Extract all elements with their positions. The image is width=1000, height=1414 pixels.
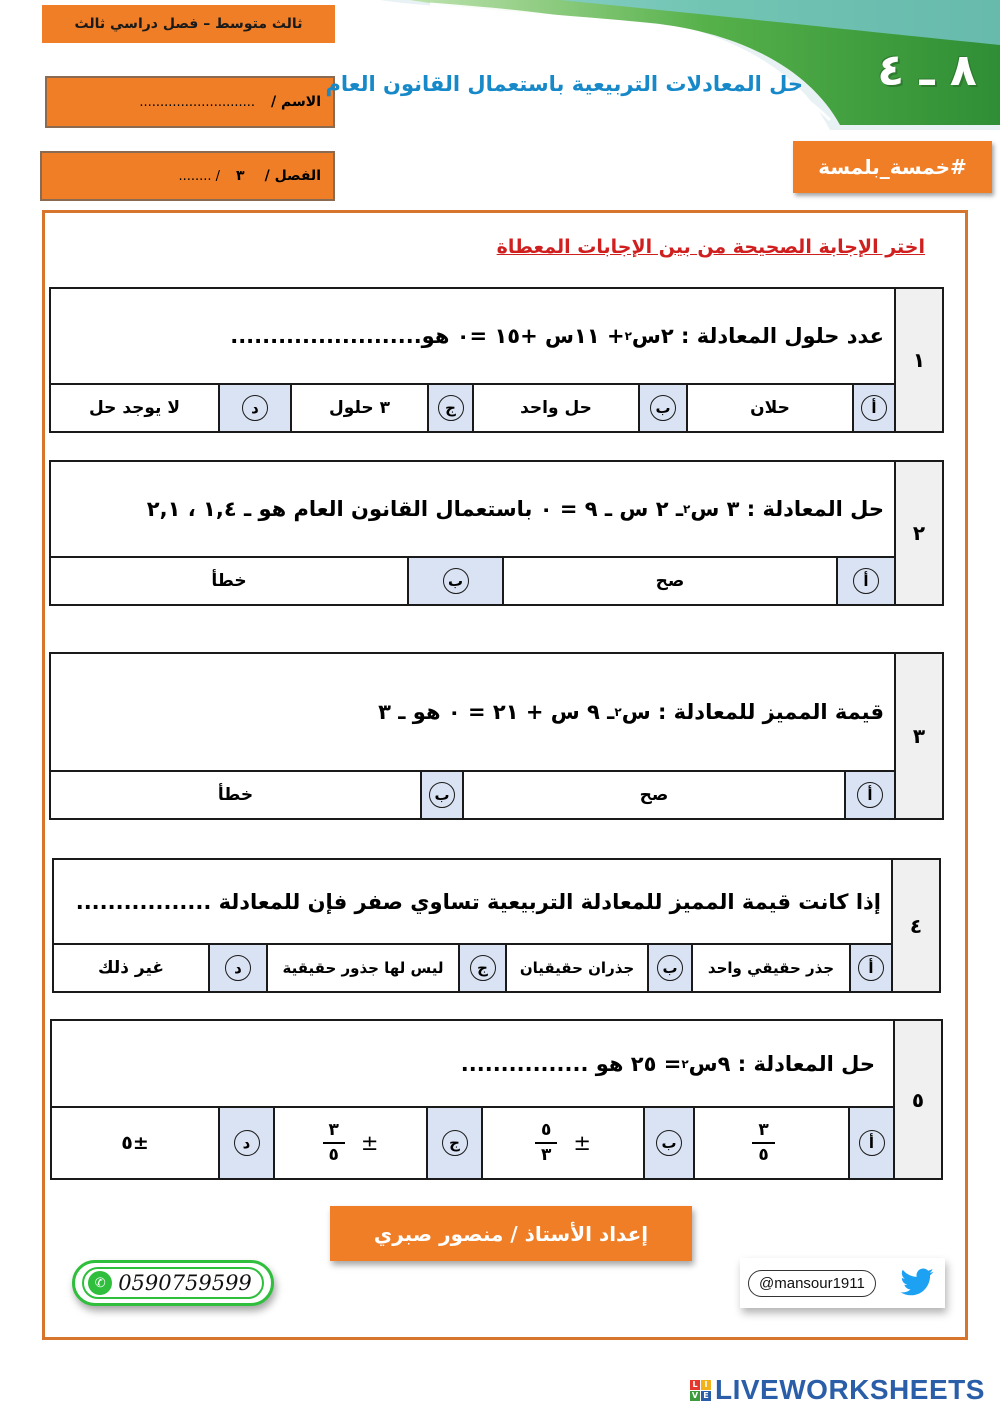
class-suffix: / ........ <box>178 168 221 184</box>
question-text: حل المعادلة : ٩س ٢ = ٢٥ هو ................ <box>460 1051 875 1076</box>
option-letter-d[interactable]: د <box>208 945 266 991</box>
option-c[interactable]: ليس لها جذور حقيقية <box>266 945 458 991</box>
question-number: ٣ <box>894 654 942 818</box>
option-letter-b[interactable]: ب <box>638 385 686 431</box>
option-b[interactable]: حل واحد <box>472 385 638 431</box>
option-b[interactable]: ± $\frac{٥}{٣}$ <box>481 1108 643 1178</box>
options-row <box>51 556 894 604</box>
option-letter-d[interactable]: د <box>218 385 290 431</box>
option-letter-c[interactable]: ج <box>427 385 472 431</box>
options-row <box>52 1106 893 1178</box>
question-number: ١ <box>894 289 942 431</box>
option-c[interactable]: ٣ حلول <box>290 385 427 431</box>
name-field[interactable] <box>45 76 335 128</box>
option-letter-c[interactable]: ج <box>458 945 505 991</box>
question-text: قيمة المميز للمعادلة : س ٢ ـ ٩ س + ٢١ = ٠ هو ـ ٣ <box>378 700 884 724</box>
option-a[interactable]: صح <box>462 772 844 818</box>
question-2 <box>49 460 944 606</box>
option-b[interactable]: خطأ <box>217 785 254 805</box>
lesson-title: حل المعادلات التربيعية باستعمال القانون العام <box>325 72 803 96</box>
question-number: ٤ <box>891 860 939 991</box>
question-4 <box>52 858 941 993</box>
instruction-text: اختر الإجابة الصحيحة من بين الإجابات المعطاة <box>496 236 925 258</box>
question-3 <box>49 652 944 820</box>
option-a[interactable]: حلان <box>686 385 852 431</box>
grade-label: ثالث متوسط – فصل دراسي ثالث <box>42 5 335 43</box>
options-row <box>51 383 894 431</box>
option-b[interactable]: جذران حقيقيان <box>505 945 647 991</box>
option-letter-a[interactable]: أ <box>844 772 894 818</box>
question-1 <box>49 287 944 433</box>
option-letter-a[interactable]: أ <box>848 1108 893 1178</box>
option-d[interactable]: ±٥ <box>121 1132 149 1154</box>
question-text: حل المعادلة : ٣ س ٢ ـ ٢ س ـ ٩ = ٠ باستعمال القانون العام هو ـ ١,٤ ، ٢,١ <box>146 497 884 521</box>
twitter-contact[interactable] <box>740 1258 945 1308</box>
option-d[interactable]: غير ذلك <box>98 958 164 978</box>
option-letter-d[interactable]: د <box>218 1108 273 1178</box>
option-letter-b[interactable]: ب <box>420 772 462 818</box>
fraction: $\frac{٣}{٥}$ <box>752 1122 774 1165</box>
option-a[interactable]: صح <box>502 558 836 604</box>
phone-contact[interactable] <box>72 1260 274 1306</box>
phone-number: 0590759599 <box>118 1271 252 1295</box>
name-dots: ............................ <box>139 94 256 110</box>
option-letter-b[interactable]: ب <box>407 558 502 604</box>
option-c[interactable]: ± $\frac{٣}{٥}$ <box>273 1108 426 1178</box>
question-number: ٢ <box>894 462 942 604</box>
question-5 <box>50 1019 943 1180</box>
logo-blocks-icon: L I V E <box>690 1380 711 1401</box>
option-letter-a[interactable]: أ <box>836 558 894 604</box>
prepared-by-banner: إعداد الأستاذ / منصور صبري <box>330 1206 692 1261</box>
brand-text: LIVEWORKSHEETS <box>715 1374 985 1405</box>
question-text: عدد حلول المعادلة : ٢س ٢ + ١١س +١٥ =٠ هو........................ <box>230 324 884 348</box>
option-d[interactable]: لا يوجد حل <box>88 398 181 418</box>
lesson-number: ٨ ـ ٤ <box>877 45 977 96</box>
question-number: ٥ <box>893 1021 941 1178</box>
option-letter-b[interactable]: ب <box>647 945 691 991</box>
hashtag-badge: #خمسة_بلمسة <box>793 141 992 193</box>
options-row <box>54 943 891 991</box>
option-letter-c[interactable]: ج <box>426 1108 481 1178</box>
class-value: ٣ <box>236 168 245 184</box>
options-row <box>51 770 894 818</box>
class-field[interactable] <box>40 151 335 201</box>
liveworksheets-logo <box>690 1374 985 1406</box>
option-b[interactable]: خطأ <box>211 571 247 591</box>
question-text: إذا كانت قيمة المميز للمعادلة التربيعية تساوي صفر فإن للمعادلة ................. <box>75 889 881 914</box>
option-a[interactable] <box>693 1108 848 1178</box>
fraction: $\frac{٥}{٣}$ <box>535 1122 557 1165</box>
option-letter-a[interactable]: أ <box>849 945 891 991</box>
fraction: $\frac{٣}{٥}$ <box>323 1122 345 1165</box>
whatsapp-icon: ✆ <box>88 1271 112 1295</box>
name-label: الاسم / <box>271 94 321 110</box>
twitter-handle: @mansour1911 <box>748 1270 876 1297</box>
option-a[interactable]: جذر حقيقي واحد <box>691 945 849 991</box>
option-letter-a[interactable]: أ <box>852 385 894 431</box>
class-label: الفصل / <box>264 168 321 184</box>
twitter-icon <box>897 1265 937 1301</box>
option-letter-b[interactable]: ب <box>643 1108 693 1178</box>
